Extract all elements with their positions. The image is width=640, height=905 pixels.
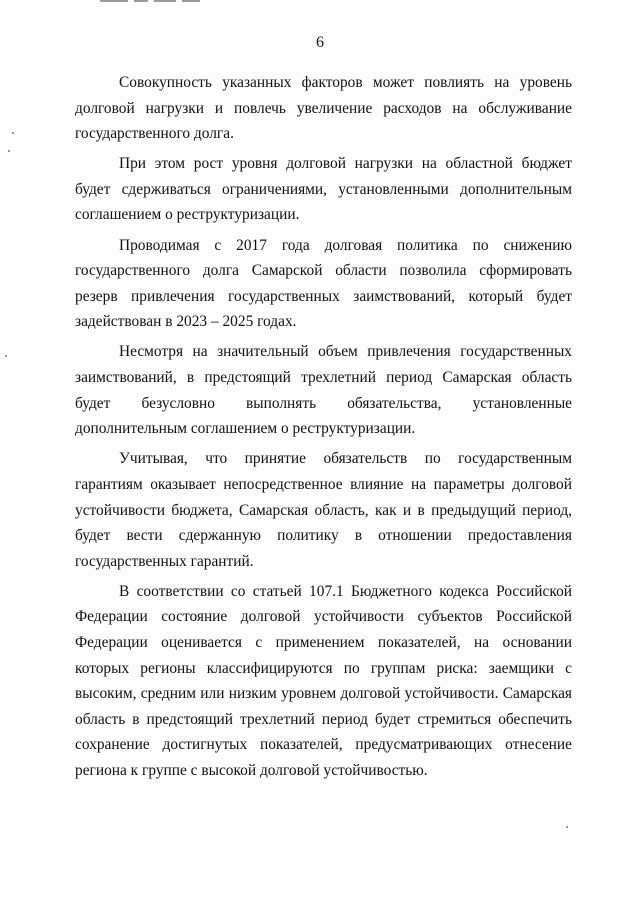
paragraph: В соответствии со статьей 107.1 Бюджетного кодекса Российской Федерации состояние долговой устойчивости субъектов Российской Федерации оценивается с применением показателей, на основании которых регионы классифицируются по группам риска: заемщики с высоким, средним или низким уровнем долговой устойчивости. Самарская область в предстоящий трехлетний период будет стремиться обеспечить сохранение достигнутых показателей, предусматривающих отнесение региона к группе с высокой долговой устойчивостью. [75, 582, 572, 779]
paragraph: Совокупность указанных факторов может повлиять на уровень долговой нагрузки и повлечь увеличение расходов на обслуживание государственного долга. [75, 74, 572, 143]
paragraph: При этом рост уровня долговой нагрузки на областной бюджет будет сдерживаться ограничениями, установленными дополнительным соглашением о реструктуризации. [75, 155, 572, 224]
scan-speck [5, 355, 7, 357]
scan-speck [8, 150, 10, 152]
paragraph: Учитывая, что принятие обязательств по государственным гарантиям оказывает непосредственное влияние на параметры долговой устойчивости бюджета, Самарская область, как и в предыдущий период, будет вести сдержанную политику в отношении предоставления государственных гарантий. [75, 450, 572, 570]
document-body [75, 70, 572, 788]
scan-speck [12, 132, 14, 134]
scan-artifact [100, 0, 230, 3]
page-number: 6 [316, 34, 324, 51]
scan-speck [566, 826, 568, 828]
paragraph: Проводимая с 2017 года долговая политика по снижению государственного долга Самарской области позволила сформировать резерв привлечения государственных заимствований, который будет задействован в 2023 – 2025 годах. [75, 236, 572, 331]
paragraph: Несмотря на значительный объем привлечения государственных заимствований, в предстоящий трехлетний период Самарская область будет безусловно выполнять обязательства, установленные дополнительным соглашением о реструктуризации. [75, 343, 572, 438]
